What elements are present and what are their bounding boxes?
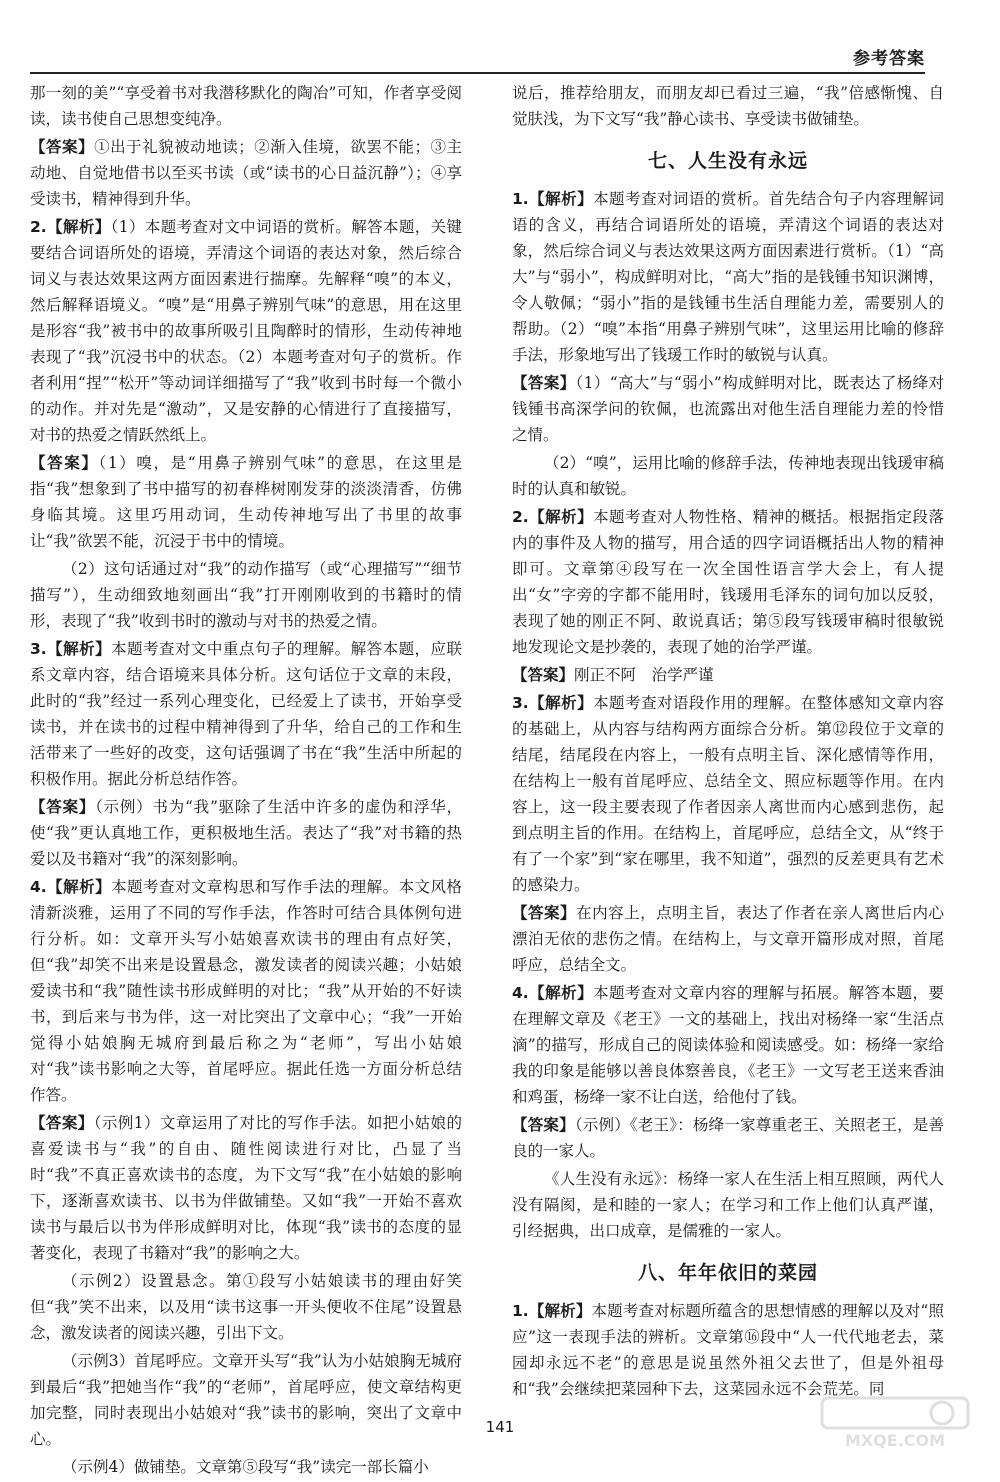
section7-paragraph xyxy=(512,370,944,448)
paragraph-text: 本题考查对人物性格、精神的概括。根据指定段落内的事件及人物的描写，用合适的四字词语概括出人物的精神即可。文章第④段写在一次全国性语言学大会上，有人提出“女”字旁的字都不能用时，钱瑗用毛泽东的词句加以反驳，表现了她的刚正不阿、敢说真话；第⑤段写钱瑗审稿时很敏锐地发现论文是抄袭的，表现了她的治学严谨。 xyxy=(512,508,944,656)
paragraph-text: （示例4）做铺垫。文章第⑤段写“我”读完一部长篇小 xyxy=(62,1458,429,1476)
paragraph-text: （示例1）文章运用了对比的写作手法。如把小姑娘的喜爱读书与“我”的自由、随性阅读进行对比，凸显了当时“我”不真正喜欢读书的态度，为下文写“我”在小姑娘的影响下，逐渐喜欢读书、以书为伴做铺垫。又如“我”一开始不喜欢读书与最后以书为伴形成鲜明对比，体现“我”读书的态度的显著变化，表现了书籍对“我”的影响之大。 xyxy=(30,1114,462,1262)
section7-paragraph xyxy=(512,1166,944,1244)
right-column-continuation xyxy=(512,80,944,132)
section-title-7: 七、人生没有永远 xyxy=(647,150,808,172)
answer-tag: 【答案】 xyxy=(30,138,95,156)
header-title: 参考答案 xyxy=(853,49,925,69)
question-number: 3. xyxy=(512,694,529,712)
answer-tag: 【答案】 xyxy=(512,904,577,922)
paragraph-text: 说后，推荐给朋友，而朋友却已看过三遍，“我”倍感惭愧、自觉肤浅，为下文写“我”静心读书、享受读书做铺垫。 xyxy=(512,84,944,128)
left-paragraph xyxy=(30,1268,462,1346)
paragraph-text: （示例）书为“我”驱除了生活中许多的虚伪和浮华，使“我”更认真地工作，更积极地生活。表达了“我”对书籍的热爱以及书籍对“我”的深刻影响。 xyxy=(30,798,462,868)
answer-tag: 【解析】 xyxy=(528,508,594,526)
answer-tag: 【解析】 xyxy=(528,190,594,208)
section7-paragraph xyxy=(512,186,944,368)
section7-paragraph xyxy=(512,900,944,978)
right-paragraph xyxy=(512,80,944,132)
left-paragraph xyxy=(30,636,462,792)
paragraph-text: （2）“嗅”，运用比喻的修辞手法，传神地表现出钱瑗审稿时的认真和敏锐。 xyxy=(512,454,944,498)
left-paragraph xyxy=(30,214,462,448)
paragraph-text: （示例）《老王》：杨绛一家尊重老王、关照老王，是善良的一家人。 xyxy=(512,1116,944,1160)
paragraph-text: 刚正不阿 治学严谨 xyxy=(574,666,714,684)
left-paragraph xyxy=(30,1454,462,1480)
section8-paragraph xyxy=(512,1298,944,1402)
svg-text:MXQE.COM: MXQE.COM xyxy=(844,1431,946,1450)
page-header xyxy=(0,0,1000,75)
answer-tag: 【答案】 xyxy=(30,798,96,816)
paragraph-text: 《人生没有永远》：杨绛一家人在生活上相互照顾，两代人没有隔阂，是和睦的一家人；在学习和工作上他们认真严谨，引经据典，出口成章，是儒雅的一家人。 xyxy=(512,1170,944,1240)
paragraph-text: 本题考查对文章内容的理解与拓展。解答本题，要在理解文章及《老王》一文的基础上，找出对杨绛一家“生活点滴”的描写，形成自己的阅读体验和阅读感受。如：杨绛一家给我的印象是能够以善良体察善良，《老王》一文写老王送来香油和鸡蛋，杨绛一家不让白送，给他付了钱。 xyxy=(512,984,944,1106)
answer-tag: 【解析】 xyxy=(528,1302,592,1320)
header-rule xyxy=(30,72,925,74)
section-title-8: 八、年年依旧的菜园 xyxy=(637,1262,818,1284)
left-paragraph xyxy=(30,450,462,554)
paragraph-text: （2）这句话通过对“我”的动作描写（或“心理描写”“细节描写”），生动细致地刻画出“我”打开刚刚收到的书籍时的情形，表现了“我”收到书时的激动与对书的热爱之情。 xyxy=(30,560,462,630)
question-number: 1. xyxy=(512,1302,529,1320)
section7-paragraph xyxy=(512,450,944,502)
answer-tag: 【答案】 xyxy=(512,666,575,684)
section7-paragraph xyxy=(512,980,944,1110)
question-number: 2. xyxy=(30,218,47,236)
section7-paragraph xyxy=(512,690,944,898)
paragraph-text: （1）嗅，是“用鼻子辨别气味”的意思，在这里是指“我”想象到了书中描写的初春桦树刚发芽的淡淡清香，仿佛身临其境。这里巧用动词，生动传神地写出了书里的故事让“我”欲罢不能，沉浸于书中的情境。 xyxy=(30,454,462,550)
watermark-logo xyxy=(820,1396,970,1451)
question-number: 4. xyxy=(30,878,47,896)
left-paragraph xyxy=(30,556,462,634)
section-8-body xyxy=(512,1298,944,1402)
left-paragraph xyxy=(30,874,462,1108)
answer-tag: 【解析】 xyxy=(46,218,111,236)
answer-tag: 【解析】 xyxy=(46,640,112,658)
right-column xyxy=(512,80,944,1404)
answer-tag: 【解析】 xyxy=(528,694,594,712)
paragraph-text: ①出于礼貌被动地读；②渐入佳境，欲罢不能；③主动地、自觉地借书以至买书读（或“读书的心日益沉静”）；④享受读书，精神得到升华。 xyxy=(30,138,462,208)
question-number: 3. xyxy=(30,640,47,658)
paragraph-text: （示例2）设置悬念。第①段写小姑娘读书的理由好笑但“我”笑不出来，以及用“读书这事一开头便收不住尾”设置悬念，激发读者的阅读兴趣，引出下文。 xyxy=(30,1272,462,1342)
left-paragraph xyxy=(30,1110,462,1266)
left-paragraph xyxy=(30,80,462,132)
page-number: 141 xyxy=(485,1418,515,1436)
answer-tag: 【解析】 xyxy=(46,878,112,896)
paragraph-text: 在内容上，点明主旨，表达了作者在亲人离世后内心漂泊无依的悲伤之情。在结构上，与文章开篇形成对照，首尾呼应，总结全文。 xyxy=(512,904,944,974)
left-paragraph xyxy=(30,794,462,872)
answer-tag: 【答案】 xyxy=(30,454,99,472)
paragraph-text: 本题考查对词语的赏析。首先结合句子内容理解词语的含义，再结合词语所处的语境，弄清这个词语的表达对象，然后综合词义与表达效果这两方面因素进行赏析。（1）“高大”与“弱小”，构成鲜明对比，“高大”指的是钱锺书知识渊博，令人敬佩；“弱小”指的是钱锺书生活自理能力差，需要别人的帮助。（2）“嗅”本指“用鼻子辨别气味”，这里运用比喻的修辞手法，形象地写出了钱瑗工作时的敏锐与认真。 xyxy=(512,190,944,364)
paragraph-text: 本题考查对文章构思和写作手法的理解。本文风格清新淡雅，运用了不同的写作手法，作答时可结合具体例句进行分析。如：文章开头写小姑娘喜欢读书的理由有点好笑，但“我”却笑不出来是设置悬念，激发读者的阅读兴趣；小姑娘爱读书和“我”随性读书形成鲜明的对比；“我”从开始的不好读书，到后来与书为伴，这一对比突出了文章中心；“我”一开始觉得小姑娘胸无城府到最后称之为“老师”，写出小姑娘对“我”读书影响之大等，首尾呼应。据此任选一方面分析总结作答。 xyxy=(30,878,462,1104)
question-number: 1. xyxy=(512,190,529,208)
section7-paragraph xyxy=(512,504,944,660)
section7-paragraph xyxy=(512,662,944,688)
paragraph-text: 本题考查对标题所蕴含的思想情感的理解以及对“照应”这一表现手法的辨析。文章第⑯段中“人一代代地老去，菜园却永远不老”的意思是说虽然外祖父去世了，但是外祖母和“我”会继续把菜园种下去，这菜园永远不会荒芜。同 xyxy=(512,1302,944,1398)
paragraph-text: 那一刻的美”“享受着书对我潜移默化的陶冶”可知，作者享受阅读，读书使自己思想变纯净。 xyxy=(30,84,462,128)
paragraph-text: （示例3）首尾呼应。文章开头写“我”认为小姑娘胸无城府到最后“我”把她当作“我”的“老师”，首尾呼应，使文章结构更加完整，同时表现出小姑娘对“我”读书的影响，突出了文章中心。 xyxy=(30,1352,462,1448)
answer-tag: 【答案】 xyxy=(512,1116,575,1134)
left-paragraph xyxy=(30,1348,462,1452)
answer-tag: 【答案】 xyxy=(30,1114,94,1132)
left-column xyxy=(30,80,462,1482)
paragraph-text: （1）“高大”与“弱小”构成鲜明对比，既表达了杨绛对钱锺书高深学问的钦佩，也流露出对他生活自理能力差的怜惜之情。 xyxy=(512,374,944,444)
question-number: 2. xyxy=(512,508,529,526)
section7-paragraph xyxy=(512,1112,944,1164)
question-number: 4. xyxy=(512,984,529,1002)
paragraph-text: 本题考查对文中重点句子的理解。解答本题，应联系文章内容，结合语境来具体分析。这句话位于文章的末段，此时的“我”经过一系列心理变化，已经爱上了读书，开始享受读书，并在读书的过程中精神得到了升华，给自己的工作和生活带来了一些好的改变，这句话强调了书在“我”生活中所起的积极作用。据此分析总结作答。 xyxy=(30,640,462,788)
paragraph-text: 本题考查对语段作用的理解。在整体感知文章内容的基础上，从内容与结构两方面综合分析。第⑫段位于文章的结尾，结尾段在内容上，一般有点明主旨、深化感情等作用，在结构上一般有首尾呼应、总结全文、照应标题等作用。在内容上，这一段主要表现了作者因亲人离世而内心感到悲伤，起到点明主旨的作用。在结构上，首尾呼应，总结全文，从“终于有了一个家”到“家在哪里，我不知道”，强烈的反差更具有艺术的感染力。 xyxy=(512,694,944,894)
section-7-body xyxy=(512,186,944,1244)
answer-tag: 【解析】 xyxy=(528,984,594,1002)
paragraph-text: （1）本题考查对文中词语的赏析。解答本题，关键要结合词语所处的语境，弄清这个词语的表达对象，然后综合词义与表达效果这两方面因素进行揣摩。先解释“嗅”的本义，然后解释语境义。“嗅”是“用鼻子辨别气味”的意思，用在这里是形容“我”被书中的故事所吸引且陶醉时的情形，生动传神地表现了“我”沉浸书中的状态。（2）本题考查对句子的赏析。作者利用“捏”“松开”等动词详细描写了“我”收到书时每一个微小的动作。并对先是“激动”，又是安静的心情进行了直接描写，对书的热爱之情跃然纸上。 xyxy=(30,218,462,444)
answer-tag: 【答案】 xyxy=(512,374,576,392)
left-paragraph xyxy=(30,134,462,212)
